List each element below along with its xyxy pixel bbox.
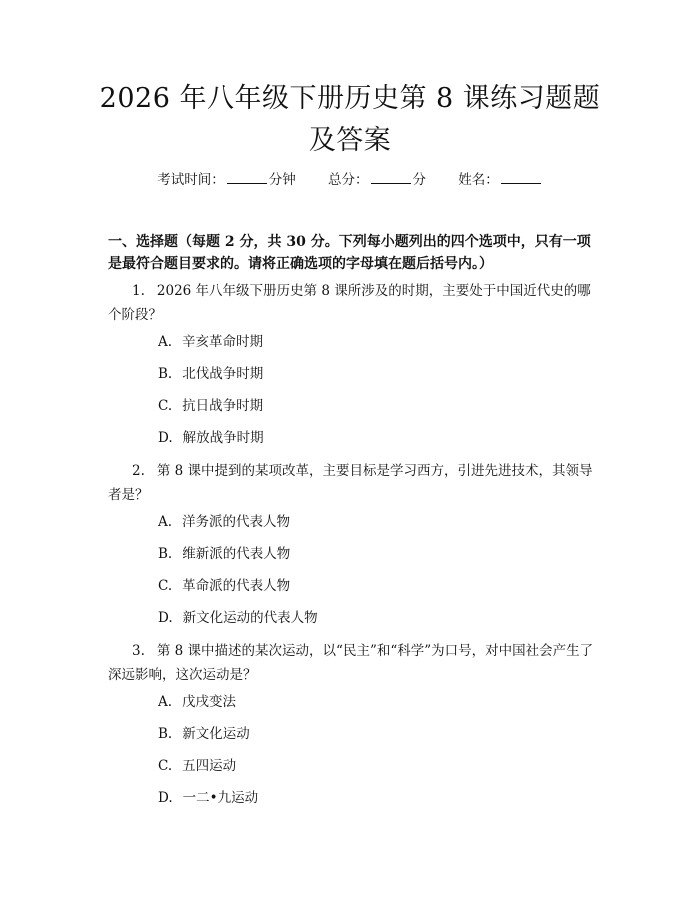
option-letter: D. — [158, 790, 173, 806]
option-2a — [158, 512, 290, 532]
exam-score — [328, 168, 426, 188]
option-3a — [158, 692, 236, 712]
option-letter: C. — [158, 578, 173, 594]
time-blank — [227, 171, 267, 184]
option-letter: B. — [158, 366, 173, 382]
question-1 — [108, 279, 598, 327]
option-letter: C. — [158, 398, 173, 414]
time-unit: 分钟 — [268, 172, 296, 188]
option-text: 解放战争时期 — [182, 430, 264, 446]
option-letter: B. — [158, 726, 173, 742]
exam-time — [157, 168, 296, 188]
option-letter: A. — [158, 694, 173, 710]
score-blank — [371, 171, 411, 184]
time-label: 考试时间： — [157, 172, 225, 188]
student-name — [458, 168, 543, 188]
option-1a — [158, 332, 263, 352]
option-3c — [158, 756, 236, 776]
question-3 — [108, 639, 598, 687]
option-1c — [158, 396, 263, 416]
score-unit: 分 — [412, 172, 426, 188]
option-2c — [158, 576, 290, 596]
option-1d — [158, 428, 264, 448]
question-number: 1. — [132, 283, 145, 299]
option-text: 一二•九运动 — [182, 790, 259, 806]
question-number: 2. — [132, 463, 145, 479]
question-text: 2026 年八年级下册历史第 8 课所涉及的时期，主要处于中国近代史的哪个阶段？ — [108, 283, 591, 323]
option-2b — [158, 544, 290, 564]
option-letter: D. — [158, 610, 173, 626]
option-letter: C. — [158, 758, 173, 774]
section-heading: 一、选择题（每题 2 分，共 30 分。下列每小题列出的四个选项中，只有一项是最符合题目要求的。请将正确选项的字母填在题后括号内。） — [108, 234, 591, 272]
option-text: 革命派的代表人物 — [182, 578, 291, 594]
option-text: 五四运动 — [182, 758, 237, 774]
exam-meta — [0, 168, 700, 188]
question-text: 第 8 课中提到的某项改革，主要目标是学习西方，引进先进技术，其领导者是？ — [108, 463, 593, 503]
page-title: 2026 年八年级下册历史第 8 课练习题题及答案 — [99, 83, 601, 156]
option-text: 维新派的代表人物 — [182, 546, 291, 562]
question-2 — [108, 459, 598, 507]
option-1b — [158, 364, 263, 384]
option-letter: D. — [158, 430, 173, 446]
option-text: 新文化运动 — [182, 726, 250, 742]
option-text: 北伐战争时期 — [182, 366, 264, 382]
option-2d — [158, 608, 318, 628]
option-3d — [158, 788, 258, 808]
question-text: 第 8 课中描述的某次运动，以“民主”和“科学”为口号，对中国社会产生了深远影响，这次运动是？ — [108, 643, 594, 683]
option-text: 戊戌变法 — [182, 694, 237, 710]
option-text: 抗日战争时期 — [182, 398, 264, 414]
question-number: 3. — [132, 643, 145, 659]
name-label: 姓名： — [458, 172, 499, 188]
option-text: 新文化运动的代表人物 — [182, 610, 318, 626]
option-3b — [158, 724, 250, 744]
option-letter: B. — [158, 546, 173, 562]
option-letter: A. — [158, 334, 173, 350]
option-text: 洋务派的代表人物 — [182, 514, 291, 530]
option-text: 辛亥革命时期 — [182, 334, 264, 350]
option-letter: A. — [158, 514, 173, 530]
score-label: 总分： — [328, 172, 369, 188]
name-blank — [501, 171, 541, 184]
